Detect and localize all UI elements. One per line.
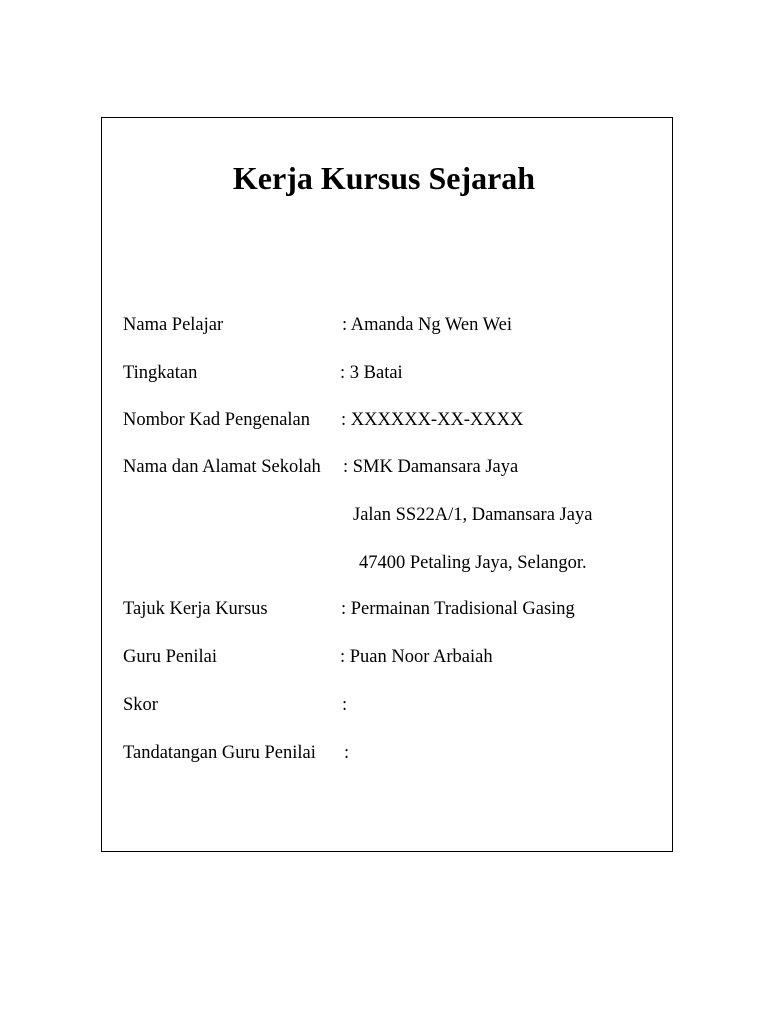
field-label: Tingkatan <box>123 363 198 383</box>
field-row-tandatangan-guru-penilai <box>0 740 768 766</box>
field-row-guru-penilai <box>0 644 768 670</box>
field-label: Nama Pelajar <box>123 315 224 335</box>
address-line-3 <box>0 550 768 576</box>
field-row-nombor-kad-pengenalan <box>0 407 768 433</box>
field-value: : <box>342 695 348 715</box>
field-label: Tajuk Kerja Kursus <box>123 599 268 619</box>
field-label: Nama dan Alamat Sekolah <box>123 457 321 477</box>
field-label: Nombor Kad Pengenalan <box>123 410 311 430</box>
field-value: : Amanda Ng Wen Wei <box>342 315 513 335</box>
field-value: : Puan Noor Arbaiah <box>340 647 493 667</box>
field-label: Skor <box>123 695 158 715</box>
field-value: Jalan SS22A/1, Damansara Jaya <box>353 505 593 525</box>
field-row-tingkatan <box>0 360 768 386</box>
field-value: 47400 Petaling Jaya, Selangor. <box>359 553 587 573</box>
field-value: : SMK Damansara Jaya <box>343 457 519 477</box>
field-row-skor <box>0 692 768 718</box>
field-row-tajuk-kerja-kursus <box>0 596 768 622</box>
field-value: : 3 Batai <box>340 363 403 383</box>
field-value: : Permainan Tradisional Gasing <box>341 599 575 619</box>
field-label: Guru Penilai <box>123 647 218 667</box>
field-row-nama-dan-alamat-sekolah <box>0 454 768 480</box>
address-line-2 <box>0 502 768 528</box>
document-title: Kerja Kursus Sejarah <box>232 160 536 196</box>
field-row-nama-pelajar <box>0 312 768 338</box>
field-label: Tandatangan Guru Penilai <box>123 743 316 763</box>
field-value: : XXXXXX-XX-XXXX <box>341 410 524 430</box>
field-value: : <box>344 743 350 763</box>
